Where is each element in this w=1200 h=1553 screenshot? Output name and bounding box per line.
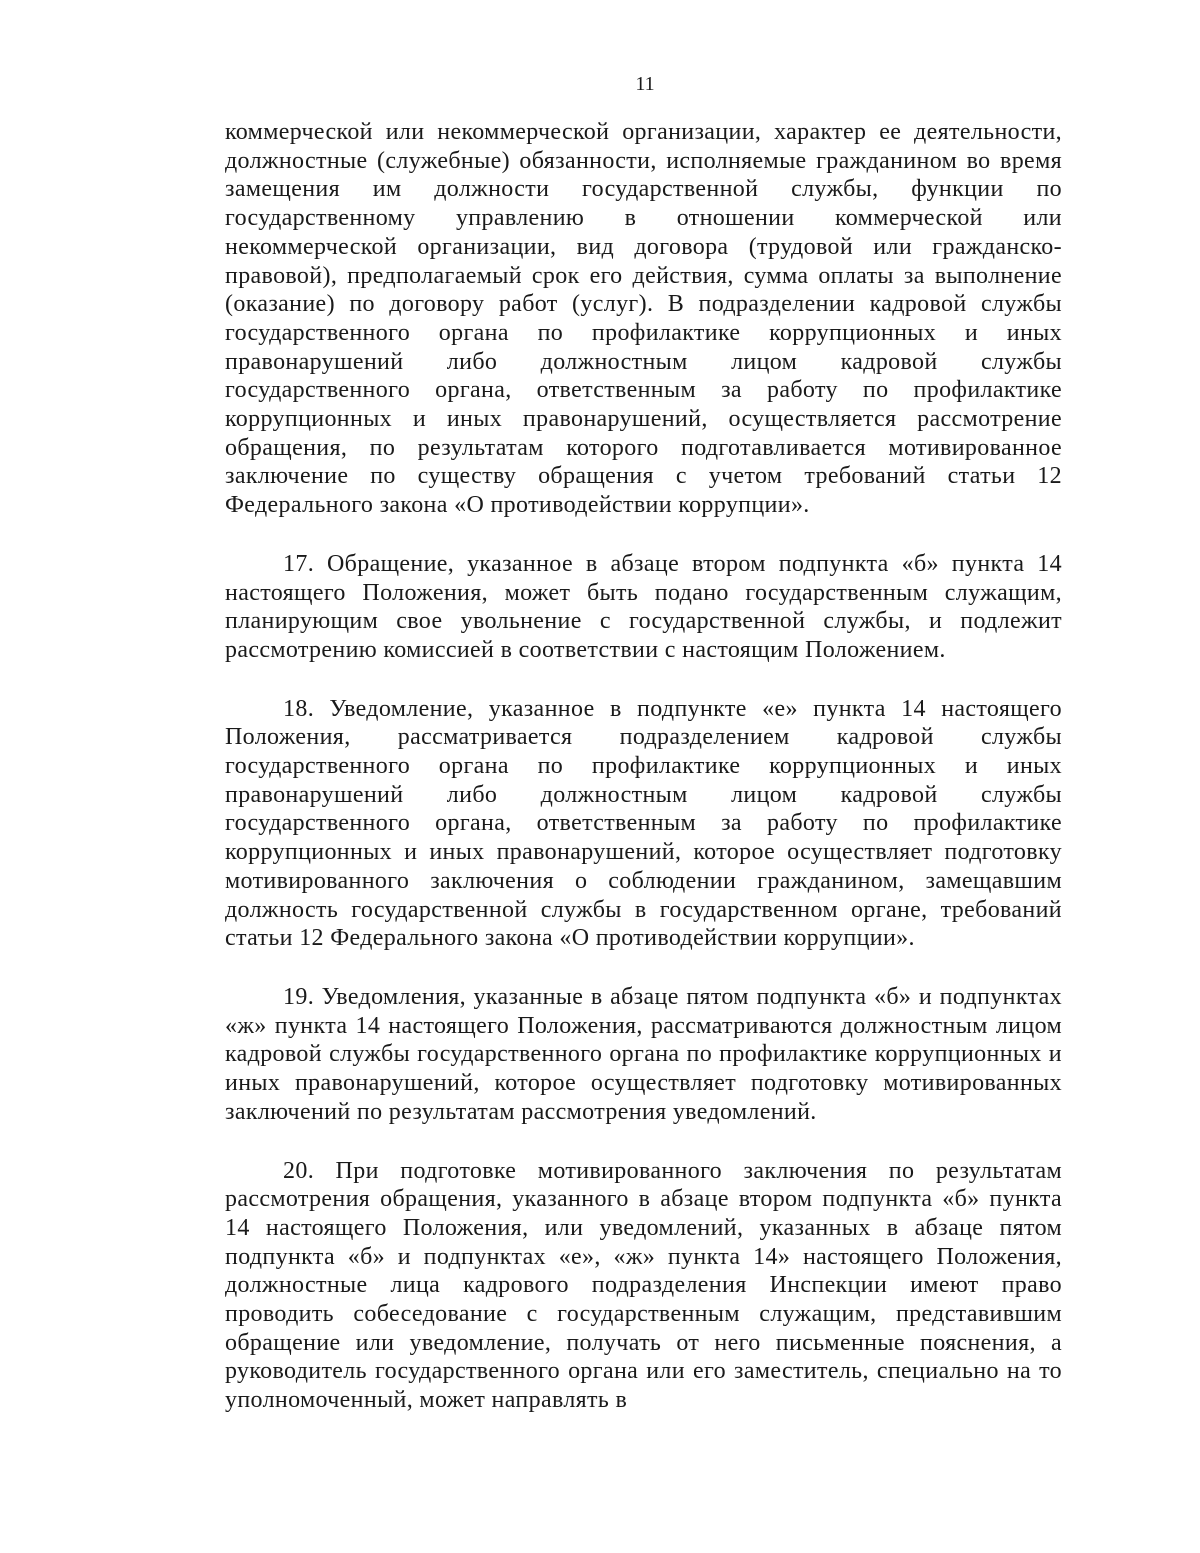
- paragraph-17: 17. Обращение, указанное в абзаце втором подпункта «б» пункта 14 настоящего Положения, может быть подано государственным служащим, планирующим свое увольнение с государственной службы, и подлежит рассмотрению комиссией в соответствии с настоящим Положением.: [225, 550, 1062, 663]
- paragraph-19: 19. Уведомления, указанные в абзаце пятом подпункта «б» и подпунктах «ж» пункта 14 настоящего Положения, рассматриваются должностным лицом кадровой службы государственного органа по профилактике коррупционных и иных правонарушений, которое осуществляет подготовку мотивированных заключений по результатам рассмотрения уведомлений.: [225, 983, 1062, 1125]
- paragraph-16-continuation: коммерческой или некоммерческой организации, характер ее деятельности, должностные (служебные) обязанности, исполняемые гражданином во время замещения им должности государственной службы, функции по государственному управлению в отношении коммерческой или некоммерческой организации, вид договора (трудовой или гражданско-правовой), предполагаемый срок его действия, сумма оплаты за выполнение (оказание) по договору работ (услуг). В подразделении кадровой службы государственного органа по профилактике коррупционных и иных правонарушений либо должностным лицом кадровой службы государственного органа, ответственным за работу по профилактике коррупционных и иных правонарушений, осуществляется рассмотрение обращения, по результатам которого подготавливается мотивированное заключение по существу обращения с учетом требований статьи 12 Федерального закона «О противодействии коррупции».: [225, 119, 1062, 519]
- page-number: 11: [635, 73, 655, 95]
- document-text-body: [225, 118, 1062, 1415]
- paragraph-18: 18. Уведомление, указанное в подпункте «е» пункта 14 настоящего Положения, рассматривается подразделением кадровой службы государственного органа по профилактике коррупционных и иных правонарушений либо должностным лицом кадровой службы государственного органа, ответственным за работу по профилактике коррупционных и иных правонарушений, которое осуществляет подготовку мотивированного заключения о соблюдении гражданином, замещавшим должность государственной службы в государственном органе, требований статьи 12 Федерального закона «О противодействии коррупции».: [225, 695, 1062, 952]
- paragraph-20: 20. При подготовке мотивированного заключения по результатам рассмотрения обращения, указанного в абзаце втором подпункта «б» пункта 14 настоящего Положения, или уведомлений, указанных в абзаце пятом подпункта «б» и подпунктах «е», «ж» пункта 14» настоящего Положения, должностные лица кадрового подразделения Инспекции имеют право проводить собеседование с государственным служащим, представившим обращение или уведомление, получать от него письменные пояснения, а руководитель государственного органа или его заместитель, специально на то уполномоченный, может направлять в: [225, 1157, 1062, 1414]
